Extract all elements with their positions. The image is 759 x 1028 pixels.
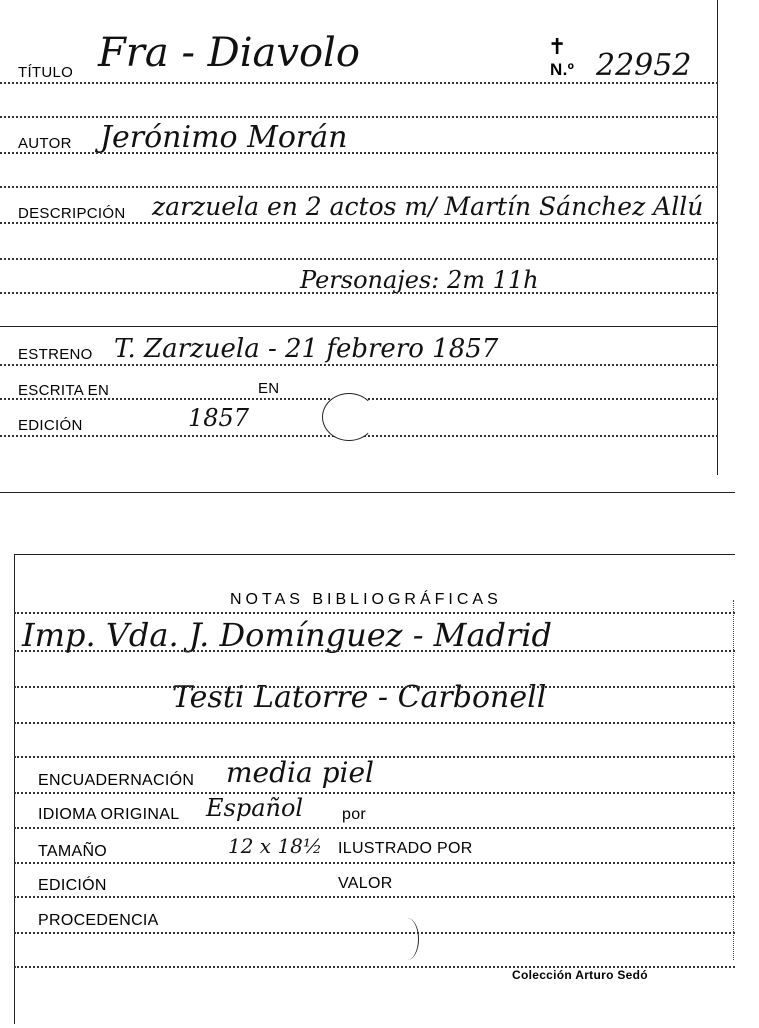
- edicion-value: 1857: [188, 404, 250, 432]
- procedencia-label: PROCEDENCIA: [38, 912, 159, 929]
- valor-label: VALOR: [338, 875, 393, 892]
- estreno-label: ESTRENO: [18, 346, 93, 363]
- escrita-label: ESCRITA EN: [18, 382, 110, 399]
- por-label: por: [342, 806, 367, 823]
- numero-value: 22952: [596, 48, 692, 83]
- notes-line-2: Testi Latorre - Carbonell: [172, 680, 547, 715]
- tamano-value: 12 x 18½: [228, 834, 323, 858]
- notas-heading: NOTAS BIBLIOGRÁFICAS: [230, 591, 502, 608]
- punch-hole-edge: [396, 918, 419, 960]
- edicion2-label: EDICIÓN: [38, 877, 107, 894]
- coleccion-label: Colección Arturo Sedó: [512, 968, 648, 982]
- rule-line: [0, 222, 718, 224]
- rule-line: [14, 792, 735, 794]
- rule-line: [0, 258, 718, 260]
- rule-line: [14, 896, 735, 898]
- rule-line: [14, 612, 735, 614]
- rule-line: [14, 932, 735, 934]
- edicion-label: EDICIÓN: [18, 417, 83, 434]
- card-left-edge: [14, 554, 15, 1024]
- rule-line: [14, 756, 735, 758]
- tamano-label: TAMAÑO: [38, 843, 108, 860]
- rule-line: [14, 827, 735, 829]
- card-bottom-edge: [0, 492, 735, 493]
- idioma-label: IDIOMA ORIGINAL: [38, 806, 180, 823]
- cross-icon: ✝: [548, 34, 567, 59]
- ilustrado-label: ILUSTRADO POR: [338, 840, 473, 857]
- descripcion-label: DESCRIPCIÓN: [18, 205, 126, 222]
- descripcion-value: zarzuela en 2 actos m/ Martín Sánchez Allú: [152, 192, 704, 221]
- rule-line: [14, 722, 735, 724]
- rule-line: [14, 862, 735, 864]
- titulo-value: Fra - Diavolo: [98, 30, 360, 76]
- rule-line: [14, 686, 735, 688]
- rule-line: [0, 364, 718, 366]
- rule-line: [14, 650, 735, 652]
- rule-line: [0, 152, 718, 154]
- rule-line: [0, 326, 718, 327]
- punch-hole: [322, 393, 376, 441]
- card-right-edge: [717, 0, 718, 475]
- idioma-value: Español: [206, 794, 304, 822]
- autor-value: Jerónimo Morán: [100, 120, 348, 155]
- titulo-label: TÍTULO: [18, 64, 74, 81]
- rule-line: [0, 186, 718, 188]
- card-right-edge: [733, 600, 734, 960]
- en-label: EN: [258, 380, 280, 397]
- encuadernacion-value: media piel: [226, 756, 374, 789]
- personajes-value: Personajes: 2m 11h: [300, 266, 539, 294]
- card-top-edge: [14, 554, 735, 555]
- notes-line-1: Imp. Vda. J. Domínguez - Madrid: [22, 616, 553, 654]
- estreno-value: T. Zarzuela - 21 febrero 1857: [114, 334, 499, 364]
- encuadernacion-label: ENCUADERNACIÓN: [38, 772, 195, 789]
- rule-line: [0, 292, 718, 294]
- numero-label: N.º: [550, 60, 575, 79]
- rule-line: [0, 116, 718, 118]
- rule-line: [0, 82, 718, 84]
- autor-label: AUTOR: [18, 135, 72, 152]
